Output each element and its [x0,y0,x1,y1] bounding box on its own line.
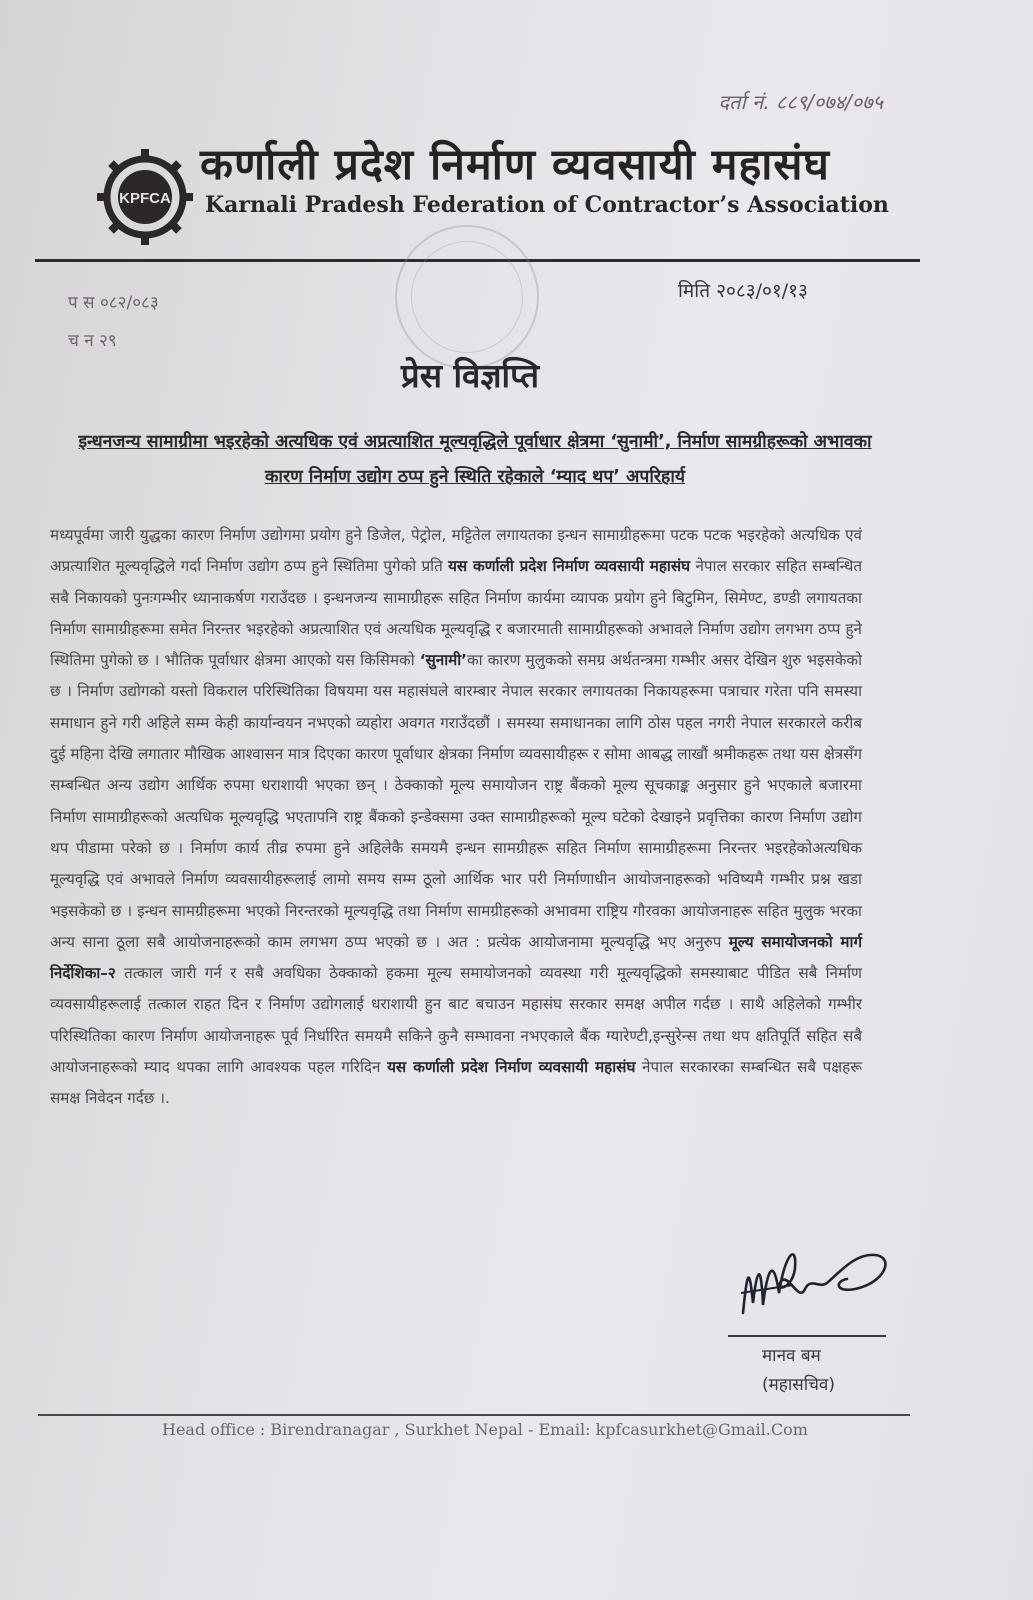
org-name-nepali: कर्णाली प्रदेश निर्माण व्यवसायी महासंघ [200,140,830,190]
reference-ps: प स ०८२/०८३ [68,293,159,313]
footer-divider [38,1414,910,1416]
org-name-emphasis: यस कर्णाली प्रदेश निर्माण व्यवसायी महासंघ [448,557,691,576]
press-release-headline: इन्धनजन्य सामाग्रीमा भइरहेको अत्यधिक एवं अप्रत्याशित मूल्यवृद्धिले पूर्वाधार क्षेत्रमा ‘सुनामी’, निर्माण सामग्रीहरूको अभावका कारण निर्माण उद्योग ठप्प हुने स्थिति रहेकाले ‘म्याद थप’ अपरिहार्य [78,432,872,487]
body-text: नेपाल सरकार सहित सम्बन्धित सबै निकायको पुनःगम्भीर ध्यानाकर्षण गराउँदछ । इन्धनजन्य सामाग्रीहरू सहित निर्माण कार्यमा व्यापक प्रयोग हुने बिटुमिन, सिमेण्ट, डण्डी लगायतका निर्माण सामाग्रीहरूमा समेत निरन्तर भइरहेको अप्रत्याशित एवं अत्यधिक मूल्यवृद्धि र बजारमाती सामाग्रीहरूको अभावले निर्माण उद्योग लगभग ठप्प हुने स्थितिमा पुगेको छ । भौतिक पूर्वाधार क्षेत्रमा आएको यस किसिमको [50,557,862,670]
footer-address: Head office : Birendranagar , Surkhet Nepal - Email: kpfcasurkhet@Gmail.Com [162,1420,808,1439]
registration-number: दर्ता नं. ८८९/०७४/०७५ [718,90,883,114]
signer-name: मानव बम [762,1346,821,1366]
press-release-title: प्रेस विज्ञप्ति [400,356,540,395]
body-text: नेपाल सरकारका सम्बन्धित सबै पक्षहरू समक्ष निवेदन गर्दछ ।. [50,1058,863,1108]
org-name-english: Karnali Pradesh Federation of Contractor’s Association [205,192,889,218]
kpfca-logo [95,147,195,247]
handwritten-signature [735,1233,910,1328]
tsunami-emphasis: ‘सुनामी’ [419,651,467,670]
guideline-emphasis: मूल्य समायोजनको मार्ग निर्देशिका–२ [50,932,863,983]
org-name-emphasis: यस कर्णाली प्रदेश निर्माण व्यवसायी महासंघ [387,1058,636,1077]
logo-text: KPFCA [119,190,171,207]
body-text: का कारण मुलुकको समग्र अर्थतन्त्रमा गम्भीर असर देखिन शुरु भइसकेको छ । निर्माण उद्योगको यस्तो विकराल परिस्थितिका विषयमा यस महासंघले बारम्बार नेपाल सरकार लगायतका निकायहरूमा पत्राचार गरेता पनि समस्या समाधान हुने गरी अहिले सम्म केही कार्यान्वयन नभएको व्यहोरा अवगत गराउँदछौं । समस्या समाधानका लागि ठोस पहल नगरी नेपाल सरकारले करीब दुई महिना देखि लगातार मौखिक आश्वासन मात्र दिएका कारण पूर्वाधार क्षेत्रका निर्माण व्यवसायीहरू र सोमा आबद्ध लाखौं श्रमीकहरू तथा यस क्षेत्रसँग सम्बन्धित अन्य उद्योग आर्थिक रुपमा धराशायी भएका छन् । ठेक्काको मूल्य समायोजन राष्ट्र बैंकको मूल्य सूचकाङ्क अनुसार हुने भएकाले बजारमा निर्माण सामाग्रीहरूको अत्यधिक मूल्यवृद्धि भएतापनि राष्ट्र बैंकको इन्डेक्समा उक्त सामाग्रीहरूको मूल्य घटेको देखाइने प्रवृत्तिका कारण निर्माण उद्योग थप पीडामा परेको छ । निर्माण कार्य तीव्र रुपमा हुने अहिलेकै समयमै इन्धन सामग्रीहरू सहित निर्माण सामाग्रीहरूमा निरन्तर भइरहेकोअत्यधिक मूल्यवृद्धि एवं अभावले निर्माण व्यवसायीहरूलाई लामो समय सम्म ठूलो आर्थिक भार परी निर्माणाधीन आयोजनाहरूको भविष्यमै गम्भीर प्रश्न खडा भइसकेको छ । इन्धन सामग्रीहरूमा भएको निरन्तरको मूल्यवृद्धि तथा निर्माण सामग्रीहरूको अभावमा राष्ट्रिय गौरवका आयोजनाहरू सहित मुलुक भरका अन्य साना ठूला सबै आयोजनाहरूको काम लगभग ठप्प भएको छ । अत : प्रत्येक आयोजनामा मूल्यवृद्धि भए अनुरुप [50,651,863,951]
body-text: मध्यपूर्वमा जारी युद्धका कारण निर्माण उद्योगमा प्रयोग हुने डिजेल, पेट्रोल, मट्टितेल लगायतका इन्धन सामाग्रीहरूमा पटक पटक भइरहेको अत्यधिक एवं अप्रत्याशित मूल्यवृद्धिले गर्दा निर्माण उद्योग ठप्प हुने स्थितिमा पुगेको प्रति [50,526,862,576]
issue-date: मिति २०८३/०१/१३ [678,280,808,302]
press-release-body [50,520,862,1115]
faded-seal-stamp [395,225,539,369]
signature-line [728,1335,886,1337]
reference-cn: च न २९ [68,331,117,351]
signer-designation: (महासचिव) [762,1375,836,1395]
body-text: तत्काल जारी गर्न र सबै अवधिका ठेक्काको हकमा मूल्य समायोजनको व्यवस्था गरी मूल्यवृद्धिको समस्याबाट पीडित सबै निर्माण व्यवसायीहरूलाई तत्काल राहत दिन र निर्माण उद्योगलाई धराशायी हुन बाट बचाउन महासंघ सरकार समक्ष अपील गर्दछ । साथै अहिलेको गम्भीर परिस्थितिका कारण निर्माण आयोजनाहरू पूर्व निर्धारित समयमै सकिने कुनै सम्भावना नभएकाले बैंक ग्यारेण्टी,इन्सुरेन्स तथा थप क्षतिपूर्ति सहित सबै आयोजनाहरूको म्याद थपका लागि आवश्यक पहल गरिदिन [50,964,862,1077]
